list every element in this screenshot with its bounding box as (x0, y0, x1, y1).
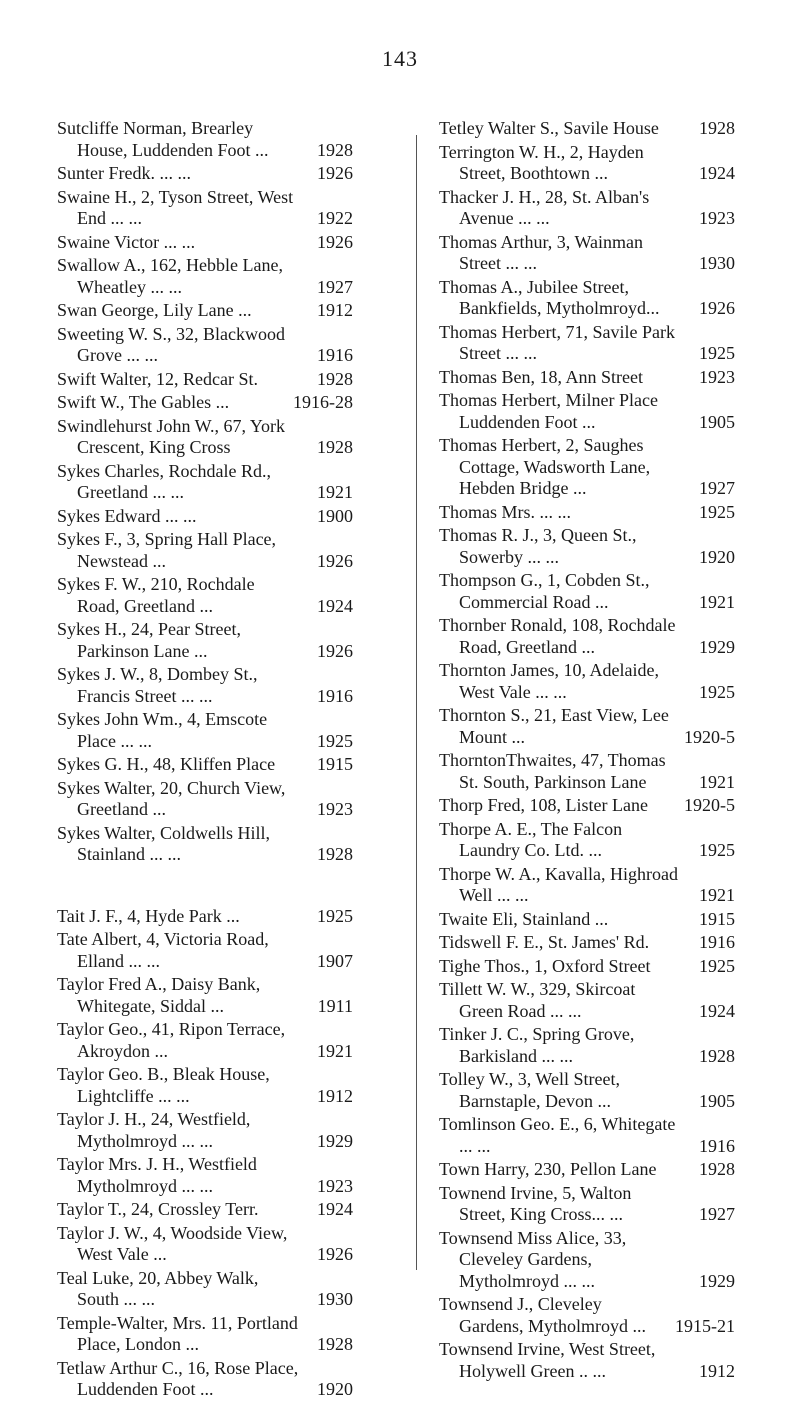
entry-line (57, 1154, 353, 1197)
directory-entry (439, 525, 735, 568)
directory-entry (439, 1228, 735, 1293)
entry-name: Tidswell F. E., St. James' Rd. (439, 932, 650, 952)
entry-name: Thomas Herbert, 2, Saughes Cottage, Wadsworth Lane, Hebden Bridge ... (439, 435, 651, 498)
entry-line (439, 956, 735, 978)
entry-name: Swallow A., 162, Hebble Lane, Wheatley ... ... (57, 255, 283, 297)
entry-name: Sutcliffe Norman, Brearley House, Luddenden Foot ... (57, 118, 269, 160)
entry-year: 1926 (317, 231, 353, 252)
entry-year: 1925 (699, 681, 735, 702)
entry-name: Thorp Fred, 108, Lister Lane (439, 795, 648, 815)
directory-entry (439, 932, 735, 954)
entry-name: Townsend J., Cleveley Gardens, Mytholmroyd ... (439, 1294, 646, 1336)
directory-entry (57, 163, 353, 185)
directory-entry (439, 570, 735, 613)
entry-line (439, 525, 735, 568)
directory-entry (439, 1183, 735, 1226)
entry-line (57, 906, 353, 928)
entry-year: 1927 (317, 276, 353, 297)
entry-year: 1912 (317, 1085, 353, 1106)
entry-name: Tinker J. C., Spring Grove, Barkisland ... ... (439, 1024, 635, 1066)
entry-year: 1905 (699, 1090, 735, 1111)
entry-line (57, 574, 353, 617)
entry-line (57, 232, 353, 254)
entry-line (439, 750, 735, 793)
entry-year: 1928 (699, 118, 735, 138)
entry-line (439, 502, 735, 524)
entry-name: Thompson G., 1, Cobden St., Commercial Road ... (439, 570, 650, 612)
entry-year: 1916 (317, 345, 353, 365)
entry-line (439, 1294, 735, 1337)
entry-line (439, 232, 735, 275)
directory-entry (439, 705, 735, 748)
directory-entry (439, 750, 735, 793)
entry-name: Tait J. F., 4, Hyde Park ... (57, 905, 240, 926)
directory-entry (57, 1064, 353, 1107)
directory-entry (57, 1268, 353, 1311)
entry-year: 1925 (699, 840, 735, 860)
entry-year: 1928 (317, 139, 353, 160)
entry-line (57, 187, 353, 230)
entry-year: 1915-21 (675, 1315, 735, 1336)
entry-year: 1928 (317, 368, 353, 389)
entry-year: 1921 (699, 591, 735, 612)
directory-entry (57, 709, 353, 752)
directory-entry (57, 506, 353, 528)
entry-name: Swaine Victor ... ... (57, 231, 196, 252)
entry-year: 1915 (699, 908, 735, 929)
entry-year: 1912 (317, 300, 353, 320)
entry-year: 1926 (317, 550, 353, 571)
entry-name: Thomas Herbert, Milner Place Luddenden Foot ... (439, 390, 658, 432)
entry-year: 1925 (699, 343, 735, 363)
entry-year: 1928 (317, 437, 353, 457)
entry-year: 1924 (699, 163, 735, 183)
entry-year: 1916-28 (293, 392, 353, 412)
directory-entry (439, 367, 735, 389)
directory-entry (57, 754, 353, 776)
directory-entry (439, 1159, 735, 1181)
entry-name: Tillett W. W., 329, Skircoat Green Road ... ... (439, 979, 636, 1021)
entry-name: Sykes G. H., 48, Kliffen Place (57, 754, 276, 774)
entry-line (439, 1069, 735, 1112)
entry-line (439, 660, 735, 703)
entry-name: Taylor T., 24, Crossley Terr. (57, 1199, 259, 1219)
entry-line (57, 461, 353, 504)
entry-year: 1929 (699, 636, 735, 657)
entry-name: Taylor Fred A., Daisy Bank, Whitegate, Siddal ... (57, 974, 261, 1016)
entry-line (439, 909, 735, 931)
entry-line (439, 795, 735, 817)
directory-entry (57, 574, 353, 617)
entry-name: Sykes Edward ... ... (57, 505, 197, 526)
entry-year: 1923 (699, 208, 735, 228)
entry-name: Thornber Ronald, 108, Rochdale Road, Greetland ... (439, 615, 676, 657)
entry-year: 1916 (699, 1135, 735, 1156)
entry-year: 1930 (699, 253, 735, 273)
entry-line (57, 1019, 353, 1062)
entry-line (439, 570, 735, 613)
directory-entry (439, 142, 735, 185)
directory-entry (439, 277, 735, 320)
directory-entry (57, 529, 353, 572)
entry-name: Thomas R. J., 3, Queen St., Sowerby ... ... (439, 525, 637, 567)
entry-name: Tetlaw Arthur C., 16, Rose Place, Luddenden Foot ... (57, 1357, 299, 1399)
entry-name: Sykes F. W., 210, Rochdale Road, Greetland ... (57, 574, 255, 616)
entry-year: 1900 (317, 505, 353, 526)
directory-entry (57, 255, 353, 298)
entry-year: 1926 (317, 1244, 353, 1264)
entry-line (57, 369, 353, 391)
directory-entry (439, 795, 735, 817)
entry-line (57, 416, 353, 459)
directory-entry (57, 232, 353, 254)
entry-name: Thomas Ben, 18, Ann Street (439, 366, 643, 387)
entry-year: 1920-5 (684, 726, 735, 747)
entry-year: 1921 (699, 771, 735, 792)
entry-line (439, 615, 735, 658)
entry-name: Sykes Walter, Coldwells Hill, Stainland ... ... (57, 822, 270, 864)
directory-entry (439, 1024, 735, 1067)
entry-name: Taylor Geo., 41, Ripon Terrace, Akroydon ... (57, 1019, 286, 1061)
entry-name: Thomas A., Jubilee Street, Bankfields, Mytholmroyd... (439, 276, 660, 318)
entry-name: Twaite Eli, Stainland ... (439, 908, 609, 929)
entry-line (57, 300, 353, 322)
entry-name: Sykes F., 3, Spring Hall Place, Newstead ... (57, 529, 277, 571)
entry-year: 1923 (317, 1175, 353, 1196)
entry-year: 1927 (699, 478, 735, 498)
entry-name: Swindlehurst John W., 67, York Crescent, King Cross (57, 415, 286, 457)
entry-name: Townend Irvine, 5, Walton Street, King Cross... ... (439, 1182, 632, 1224)
entry-year: 1920 (317, 1379, 353, 1399)
entry-name: Townsend Miss Alice, 33, Cleveley Gardens, Mytholmroyd ... ... (439, 1227, 627, 1291)
entry-year: 1927 (699, 1204, 735, 1224)
entry-name: Taylor J. W., 4, Woodside View, West Vale ... (57, 1222, 288, 1264)
entry-year: 1921 (317, 1040, 353, 1061)
entry-name: Tomlinson Geo. E., 6, Whitegate ... ... (439, 1114, 676, 1156)
entry-line (439, 1159, 735, 1181)
directory-entry (439, 1069, 735, 1112)
directory-entry (57, 461, 353, 504)
entry-line (57, 778, 353, 821)
entry-name: Thornton S., 21, East View, Lee Mount ... (439, 705, 669, 747)
entry-name: Terrington W. H., 2, Hayden Street, Boothtown ... (439, 141, 644, 183)
directory-entry (57, 974, 353, 1017)
entry-line (439, 390, 735, 433)
entry-name: Thomas Arthur, 3, Wainman Street ... ... (439, 231, 643, 273)
entry-year: 1920-5 (684, 795, 735, 815)
entry-line (439, 1228, 735, 1293)
entry-year: 1928 (317, 844, 353, 864)
directory-entry (439, 435, 735, 500)
entry-name: Thorpe W. A., Kavalla, Highroad Well ... ... (439, 863, 678, 905)
entry-name: ThorntonThwaites, 47, Thomas St. South, Parkinson Lane (439, 750, 666, 792)
entry-line (439, 705, 735, 748)
directory-entry (439, 864, 735, 907)
page-number: 143 (382, 46, 418, 71)
directory-entry (57, 1313, 353, 1356)
entry-line (439, 367, 735, 389)
entry-line (57, 1064, 353, 1107)
entry-name: Tighe Thos., 1, Oxford Street (439, 955, 651, 976)
directory-entry (57, 1109, 353, 1152)
entry-line (57, 1313, 353, 1356)
entry-name: Sykes John Wm., 4, Emscote Place ... ... (57, 709, 268, 751)
directory-entry (57, 1019, 353, 1062)
entry-year: 1925 (699, 955, 735, 976)
directory-entry (57, 392, 353, 414)
directory-entry (57, 778, 353, 821)
entry-line (57, 163, 353, 185)
directory-entry (439, 502, 735, 524)
directory-entry (439, 1339, 735, 1382)
entry-line (57, 619, 353, 662)
directory-entry (57, 1223, 353, 1266)
entry-line (439, 435, 735, 500)
entry-year: 1928 (699, 1159, 735, 1179)
entry-name: Tetley Walter S., Savile House (439, 118, 659, 138)
entry-year: 1916 (317, 685, 353, 706)
entry-year: 1905 (699, 411, 735, 432)
entry-line (439, 1183, 735, 1226)
entry-name: Taylor J. H., 24, Westfield, Mytholmroyd ... ... (57, 1109, 251, 1151)
entry-year: 1911 (317, 995, 353, 1016)
entry-line (57, 529, 353, 572)
directory-entry (57, 416, 353, 459)
entry-year: 1925 (699, 501, 735, 522)
entry-name: Taylor Mrs. J. H., Westfield Mytholmroyd ... ... (57, 1154, 257, 1196)
directory-entry (439, 979, 735, 1022)
directory-entry (57, 1199, 353, 1221)
entry-name: Tolley W., 3, Well Street, Barnstaple, Devon ... (439, 1069, 620, 1111)
entry-line (57, 974, 353, 1017)
left-column (57, 118, 353, 1403)
entry-line (439, 142, 735, 185)
entry-name: Swan George, Lily Lane ... (57, 300, 252, 320)
directory-entry (57, 324, 353, 367)
entry-line (439, 118, 735, 140)
entry-name: Thornton James, 10, Adelaide, West Vale ... ... (439, 660, 659, 702)
entry-line (439, 1024, 735, 1067)
entry-line (57, 1199, 353, 1221)
directory-entry (439, 909, 735, 931)
entry-line (57, 392, 353, 414)
entry-name: Sweeting W. S., 32, Blackwood Grove ... ... (57, 323, 285, 365)
entry-line (57, 664, 353, 707)
right-column (439, 118, 735, 1384)
directory-entry (439, 615, 735, 658)
entry-year: 1907 (317, 950, 353, 971)
entry-line (57, 754, 353, 776)
entry-line (439, 819, 735, 862)
entry-name: Tate Albert, 4, Victoria Road, Elland ... ... (57, 929, 269, 971)
entry-line (439, 187, 735, 230)
entry-year: 1915 (317, 754, 353, 774)
entry-line (57, 506, 353, 528)
entry-year: 1921 (317, 482, 353, 502)
entry-year: 1924 (317, 1199, 353, 1219)
directory-entry (57, 369, 353, 391)
entry-name: Thomas Herbert, 71, Savile Park Street ... ... (439, 321, 675, 363)
directory-entry (57, 664, 353, 707)
entry-year: 1925 (317, 905, 353, 926)
entry-year: 1928 (699, 1045, 735, 1066)
directory-entry (57, 1358, 353, 1401)
entry-name: Sykes Charles, Rochdale Rd., Greetland ... ... (57, 460, 271, 502)
entry-line (439, 322, 735, 365)
entry-line (57, 324, 353, 367)
entry-line (57, 929, 353, 972)
section-gap (57, 868, 353, 906)
entry-name: Thomas Mrs. ... ... (439, 501, 571, 522)
entry-name: Townsend Irvine, West Street, Holywell Green .. ... (439, 1339, 656, 1381)
entry-year: 1923 (699, 366, 735, 387)
entry-name: Swaine H., 2, Tyson Street, West End ... ... (57, 186, 294, 228)
entry-year: 1912 (699, 1360, 735, 1381)
entry-line (57, 1358, 353, 1401)
entry-name: Swift W., The Gables ... (57, 392, 230, 412)
entry-line (57, 118, 353, 161)
entry-name: Sunter Fredk. ... ... (57, 163, 191, 183)
entry-year: 1924 (699, 1000, 735, 1021)
directory-entry (57, 929, 353, 972)
directory-entry (439, 660, 735, 703)
entry-line (57, 1223, 353, 1266)
entry-year: 1925 (317, 730, 353, 751)
entry-year: 1921 (699, 885, 735, 905)
entry-year: 1926 (699, 298, 735, 318)
directory-entry (57, 300, 353, 322)
entry-year: 1929 (317, 1130, 353, 1151)
entry-line (57, 255, 353, 298)
directory-entry (439, 390, 735, 433)
entry-name: Swift Walter, 12, Redcar St. (57, 368, 258, 389)
entry-year: 1923 (317, 799, 353, 819)
entry-name: Taylor Geo. B., Bleak House, Lightcliffe ... ... (57, 1064, 270, 1106)
directory-entry (439, 1294, 735, 1337)
entry-name: Thacker J. H., 28, St. Alban's Avenue ... ... (439, 186, 650, 228)
entry-year: 1920 (699, 546, 735, 567)
entry-line (57, 823, 353, 866)
entry-name: Sykes H., 24, Pear Street, Parkinson Lane ... (57, 619, 241, 661)
entry-line (57, 709, 353, 752)
directory-entry (439, 956, 735, 978)
entry-year: 1926 (317, 163, 353, 183)
directory-entry (439, 1114, 735, 1157)
entry-line (439, 979, 735, 1022)
entry-line (57, 1109, 353, 1152)
entry-name: Thorpe A. E., The Falcon Laundry Co. Ltd. ... (439, 818, 623, 860)
directory-entry (57, 823, 353, 866)
entry-line (439, 1339, 735, 1382)
entry-name: Teal Luke, 20, Abbey Walk, South ... ... (57, 1267, 259, 1309)
entry-year: 1916 (699, 932, 735, 952)
directory-entry (57, 619, 353, 662)
entry-line (439, 932, 735, 954)
directory-entry (439, 118, 735, 140)
entry-line (57, 1268, 353, 1311)
directory-entry (57, 1154, 353, 1197)
entry-year: 1929 (699, 1270, 735, 1291)
entry-year: 1928 (317, 1334, 353, 1354)
entry-name: Temple-Walter, Mrs. 11, Portland Place, London ... (57, 1312, 298, 1354)
directory-entry (57, 118, 353, 161)
entry-line (439, 1114, 735, 1157)
directory-entry (439, 322, 735, 365)
entry-name: Town Harry, 230, Pellon Lane (439, 1159, 657, 1179)
entry-name: Sykes J. W., 8, Dombey St., Francis Street ... ... (57, 664, 258, 706)
entry-year: 1922 (317, 208, 353, 228)
directory-entry (57, 906, 353, 928)
entry-line (439, 277, 735, 320)
column-divider (416, 135, 417, 1270)
directory-entry (57, 187, 353, 230)
directory-entry (439, 232, 735, 275)
entry-name: Sykes Walter, 20, Church View, Greetland ... (57, 777, 286, 819)
entry-year: 1924 (317, 595, 353, 616)
entry-line (439, 864, 735, 907)
directory-entry (439, 187, 735, 230)
directory-entry (439, 819, 735, 862)
entry-year: 1926 (317, 640, 353, 661)
entry-year: 1930 (317, 1289, 353, 1309)
